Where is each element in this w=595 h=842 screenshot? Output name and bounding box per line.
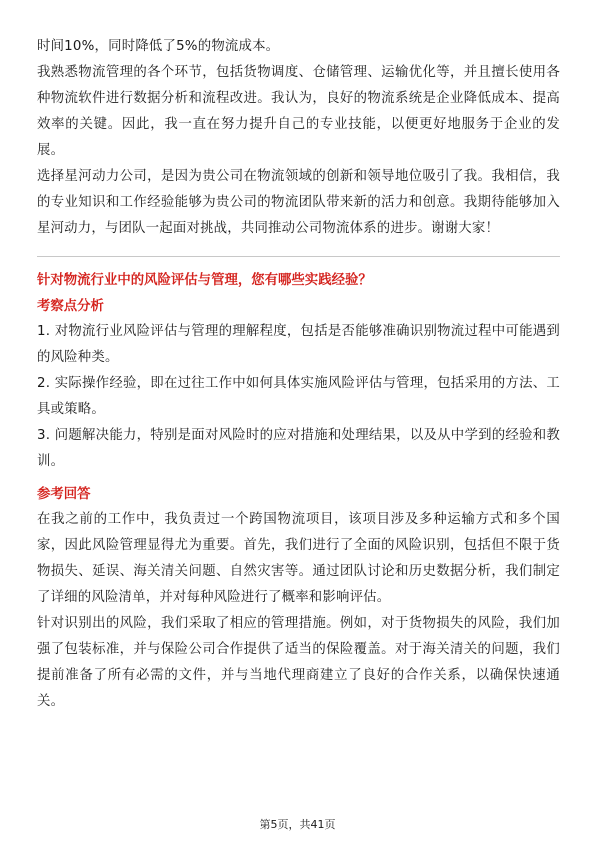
intro-paragraph: 时间10%，同时降低了5%的物流成本。 bbox=[37, 39, 280, 54]
answer-section bbox=[37, 483, 560, 715]
analysis-item: 3. 问题解决能力，特别是面对风险时的应对措施和处理结果，以及从中学到的经验和教训。 bbox=[37, 428, 560, 469]
document-page bbox=[37, 34, 560, 715]
analysis-heading: 考察点分析 bbox=[37, 299, 104, 314]
intro-section bbox=[37, 34, 560, 242]
answer-paragraph: 在我之前的工作中，我负责过一个跨国物流项目，该项目涉及多种运输方式和多个国家，因此风险管理显得尤为重要。首先，我们进行了全面的风险识别，包括但不限于货物损失、延误、海关清关问题、自然灾害等。通过团队讨论和历史数据分析，我们制定了详细的风险清单，并对每种风险进行了概率和影响评估。 bbox=[37, 512, 560, 605]
page-number: 第5页，共41页 bbox=[259, 818, 336, 831]
analysis-item: 1. 对物流行业风险评估与管理的理解程度，包括是否能够准确识别物流过程中可能遇到的风险种类。 bbox=[37, 324, 560, 365]
analysis-section bbox=[37, 295, 560, 475]
intro-paragraph: 选择星河动力公司，是因为贵公司在物流领域的创新和领导地位吸引了我。我相信，我的专业知识和工作经验能够为贵公司的物流团队带来新的活力和创意。我期待能够加入星河动力，与团队一起面对挑战，共同推动公司物流体系的进步。谢谢大家！ bbox=[37, 169, 560, 236]
section-divider bbox=[37, 256, 560, 257]
answer-heading: 参考回答 bbox=[37, 487, 91, 502]
answer-paragraph: 针对识别出的风险，我们采取了相应的管理措施。例如，对于货物损失的风险，我们加强了包装标准，并与保险公司合作提供了适当的保险覆盖。对于海关清关的问题，我们提前准备了所有必需的文件，并与当地代理商建立了良好的合作关系，以确保快速通关。 bbox=[37, 616, 560, 709]
intro-paragraph: 我熟悉物流管理的各个环节，包括货物调度、仓储管理、运输优化等，并且擅长使用各种物流软件进行数据分析和流程改进。我认为，良好的物流系统是企业降低成本、提高效率的关键。因此，我一直在努力提升自己的专业技能，以便更好地服务于企业的发展。 bbox=[37, 65, 560, 158]
page-footer bbox=[0, 818, 595, 832]
analysis-item: 2. 实际操作经验，即在过往工作中如何具体实施风险评估与管理，包括采用的方法、工具或策略。 bbox=[37, 376, 560, 417]
interview-question: 针对物流行业中的风险评估与管理，您有哪些实践经验？ bbox=[37, 273, 372, 288]
